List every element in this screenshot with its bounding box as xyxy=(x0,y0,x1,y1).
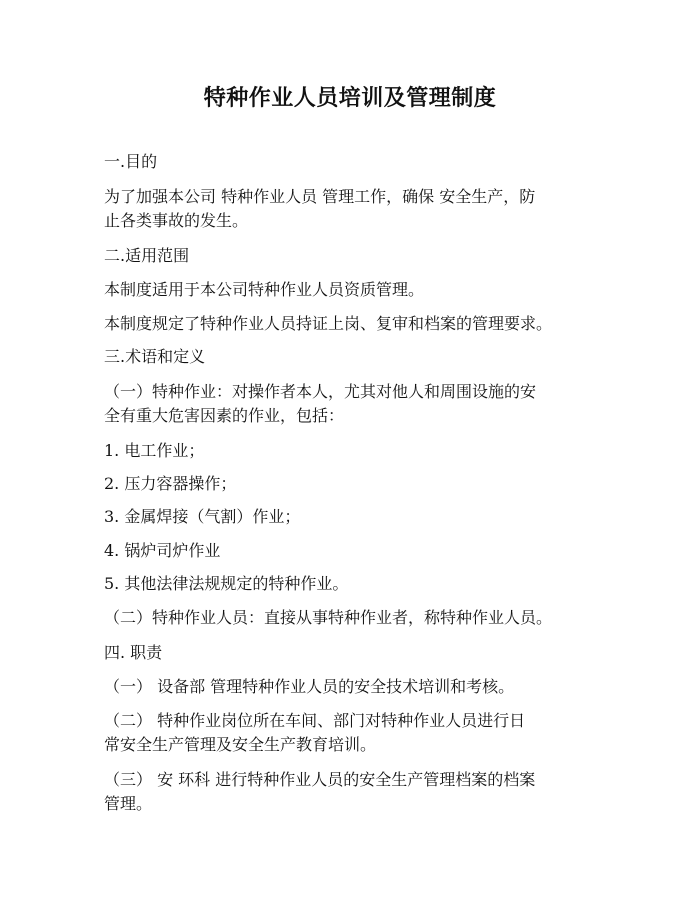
paragraph-line: 常安全生产管理及安全生产教育培训。 xyxy=(104,735,377,754)
paragraph-line: （一）特种作业：对操作者本人，尤其对他人和周围设施的安 xyxy=(104,382,537,401)
document-title: 特种作业人员培训及管理制度 xyxy=(203,86,497,111)
paragraph-line: 为了加强本公司 特种作业人员 管理工作，确保 安全生产，防 xyxy=(104,187,536,206)
list-item: 5. 其他法律法规规定的特种作业。 xyxy=(104,574,349,593)
paragraph-line: 本制度规定了特种作业人员持证上岗、复审和档案的管理要求。 xyxy=(104,314,553,333)
paragraph-line: 本制度适用于本公司特种作业人员资质管理。 xyxy=(104,280,425,299)
paragraph-line: （三） 安 环科 进行特种作业人员的安全生产管理档案的档案 xyxy=(104,770,536,789)
section-heading-purpose: 一.目的 xyxy=(104,152,158,171)
list-item: 3. 金属焊接（气割）作业； xyxy=(104,507,301,526)
paragraph-line: （二） 特种作业岗位所在车间、部门对特种作业人员进行日 xyxy=(104,711,526,730)
paragraph-line: 管理。 xyxy=(104,794,153,813)
paragraph-line: （一） 设备部 管理特种作业人员的安全技术培训和考核。 xyxy=(104,677,515,696)
paragraph-line: （二）特种作业人员：直接从事特种作业者，称特种作业人员。 xyxy=(104,608,553,627)
list-item: 4. 锅炉司炉作业 xyxy=(104,541,221,560)
list-item: 1. 电工作业； xyxy=(104,441,205,460)
paragraph-line: 全有重大危害因素的作业，包括： xyxy=(104,406,345,425)
section-heading-duties: 四. 职责 xyxy=(104,643,163,662)
section-heading-scope: 二.适用范围 xyxy=(104,246,190,265)
paragraph-line: 止各类事故的发生。 xyxy=(104,211,249,230)
list-item: 2. 压力容器操作； xyxy=(104,474,237,493)
section-heading-definitions: 三.术语和定义 xyxy=(104,347,206,366)
